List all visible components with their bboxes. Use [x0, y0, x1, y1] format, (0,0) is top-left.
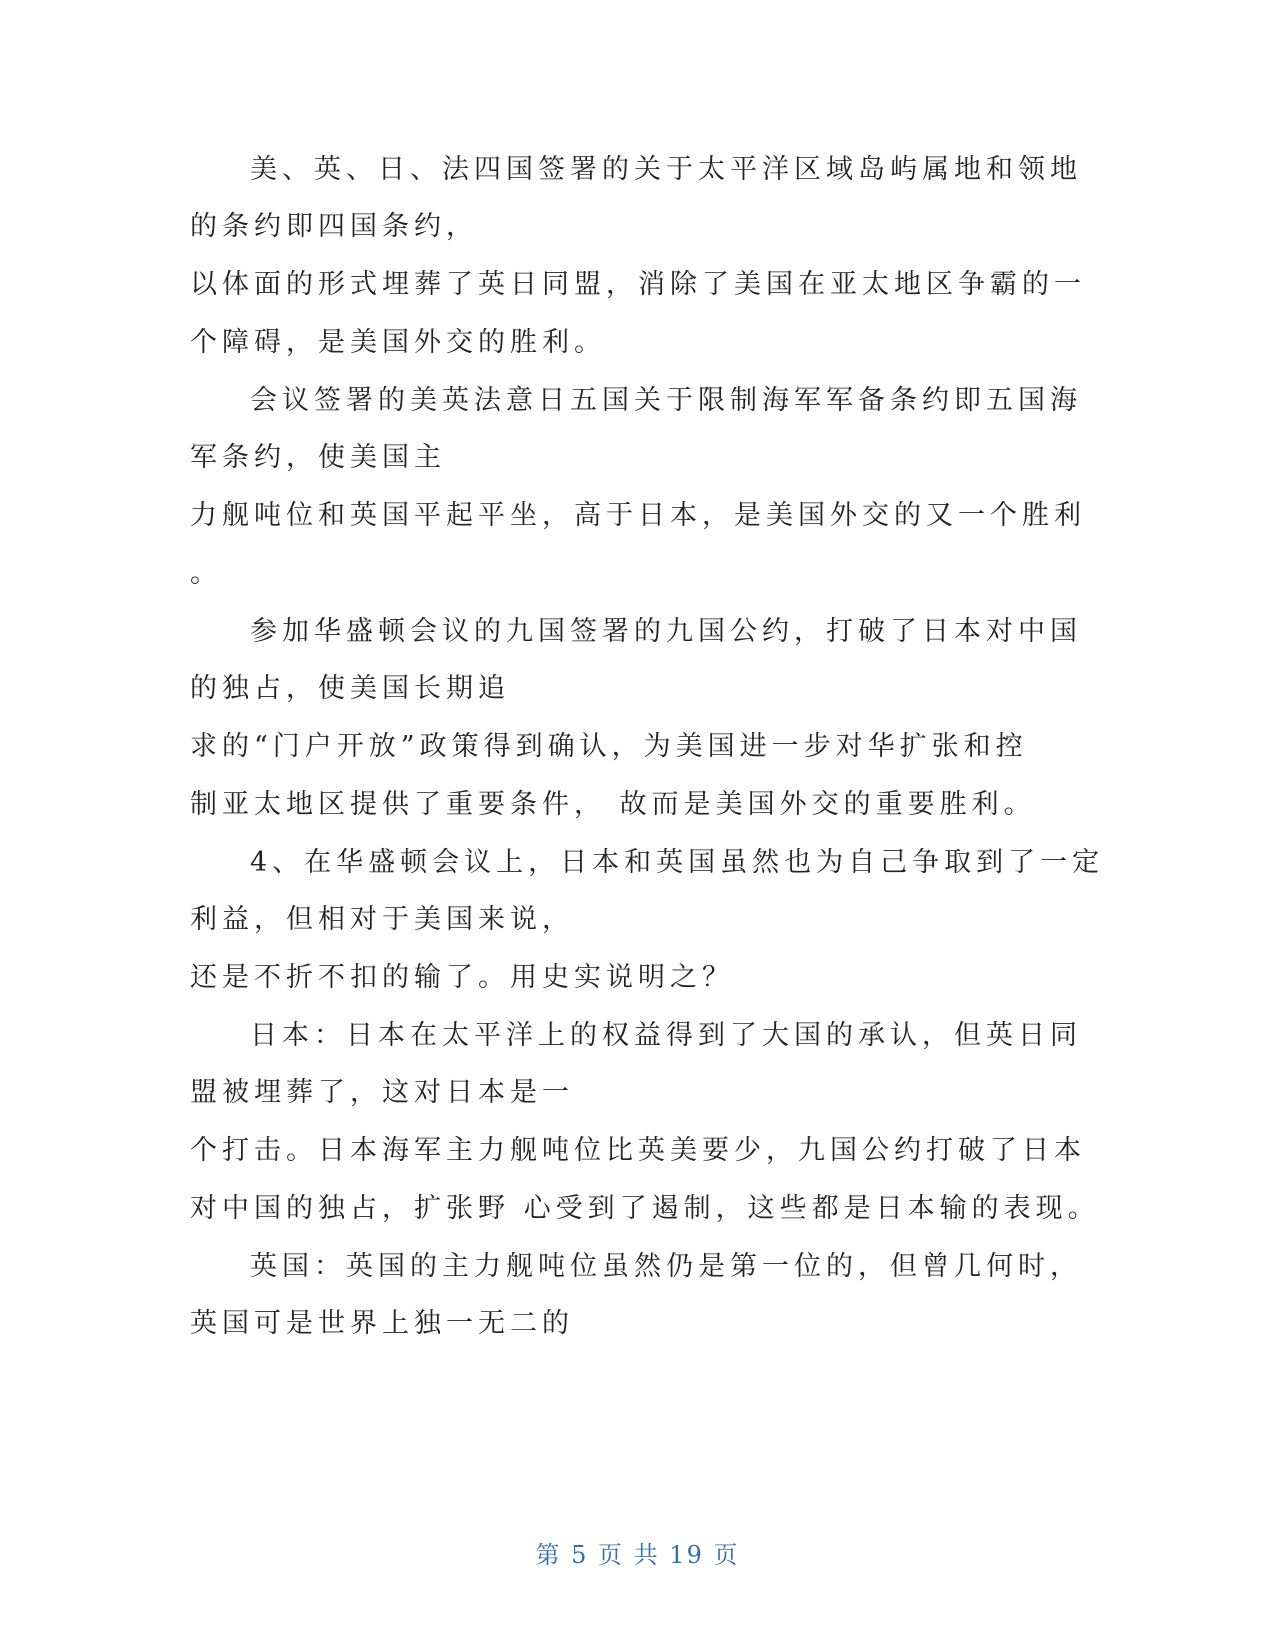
text-line: 军条约，使美国主: [190, 442, 446, 473]
text-line: 英国可是世界上独一无二的: [190, 1308, 574, 1339]
page-footer: 第 5 页 共 19 页: [535, 1541, 740, 1569]
text-line: 力舰吨位和英国平起平坐，高于日本，是美国外交的又一个胜利: [190, 500, 1086, 531]
text-line: 个打击。日本海军主力舰吨位比英美要少，九国公约打破了日本: [190, 1135, 1086, 1166]
text-line: 的独占，使美国长期追: [190, 673, 510, 704]
text-line: 4、在华盛顿会议上，日本和英国虽然也为自己争取到了一定: [250, 847, 1105, 878]
text-line: 还是不折不扣的输了。用史实说明之？: [190, 962, 734, 993]
text-line: 对中国的独占，扩张野 心受到了遏制，这些都是日本输的表现。: [190, 1193, 1100, 1224]
text-line: 英国：英国的主力舰吨位虽然仍是第一位的，但曾几何时，: [250, 1251, 1082, 1282]
text-line: 会议签署的美英法意日五国关于限制海军军备条约即五国海: [250, 385, 1082, 416]
text-line: 利益，但相对于美国来说，: [190, 904, 574, 935]
text-line: 参加华盛顿会议的九国签署的九国公约，打破了日本对中国: [250, 616, 1082, 647]
text-line: 以体面的形式埋葬了英日同盟，消除了美国在亚太地区争霸的一: [190, 269, 1086, 300]
text-line: 日本：日本在太平洋上的权益得到了大国的承认，但英日同: [250, 1020, 1082, 1051]
text-line: 制亚太地区提供了重要条件， 故而是美国外交的重要胜利。: [190, 789, 1036, 820]
text-line: 美、英、日、法四国签署的关于太平洋区域岛屿属地和领地: [250, 154, 1082, 185]
text-line: 个障碍，是美国外交的胜利。: [190, 327, 606, 358]
text-line: 。: [190, 558, 222, 589]
text-line: 盟被埋葬了，这对日本是一: [190, 1077, 574, 1108]
text-line: 的条约即四国条约，: [190, 211, 478, 242]
text-line: 求的“门户开放”政策得到确认，为美国进一步对华扩张和控: [190, 731, 1028, 762]
